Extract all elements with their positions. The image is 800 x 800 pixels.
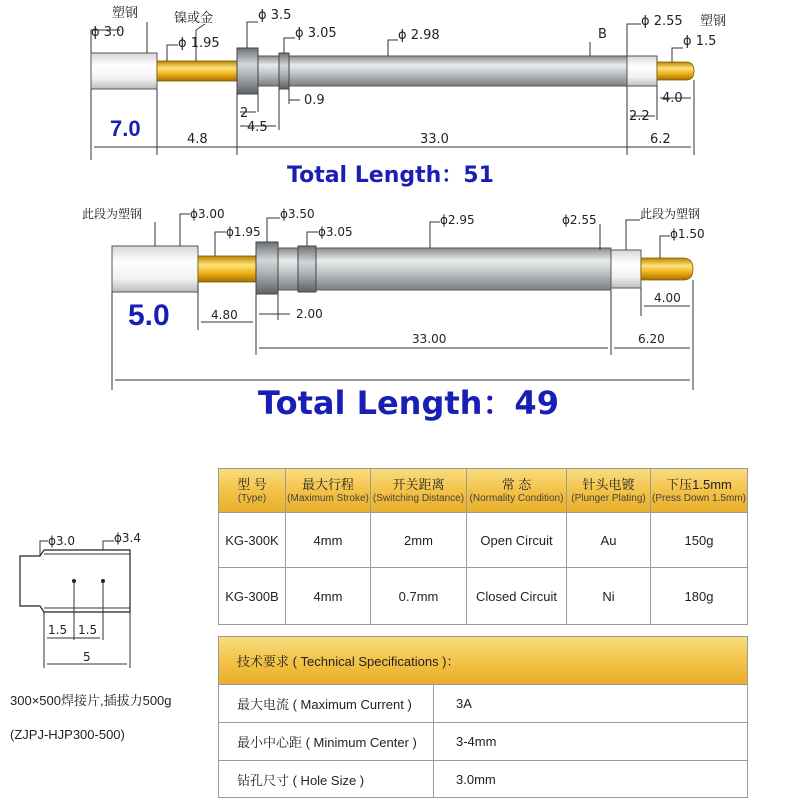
table-row bbox=[219, 761, 748, 798]
table-row bbox=[219, 513, 748, 568]
table-row bbox=[219, 723, 748, 761]
pin2-label-ring-dia: ϕ3.50 bbox=[280, 207, 315, 221]
pin1-drawing bbox=[91, 6, 726, 188]
pin1-tip-body bbox=[627, 56, 657, 86]
table2-value: 3-4mm bbox=[434, 723, 748, 761]
pin1-dim-barrel-length: 33.0 bbox=[420, 132, 449, 147]
table2-label: 最大电流 ( Maximum Current ) bbox=[219, 685, 434, 723]
pin2-total-length: Total Length：49 bbox=[258, 384, 559, 422]
pin2-label-barrel-dia: ϕ2.95 bbox=[440, 213, 475, 227]
table2-label: 最小中心距 ( Minimum Center ) bbox=[219, 723, 434, 761]
pin2-ring bbox=[256, 242, 278, 294]
table1-cell: 0.7mm bbox=[371, 568, 467, 625]
pin2-dim-plunger-length: 4.80 bbox=[211, 308, 238, 322]
pin1-dim-head-length: 6.2 bbox=[650, 132, 671, 147]
pin1-label-barrel-dia: ϕ 2.98 bbox=[398, 28, 440, 43]
socket-note-2: (ZJPJ-HJP300-500) bbox=[10, 727, 125, 742]
pin1-ring bbox=[237, 48, 258, 94]
table1-cell: KG-300K bbox=[219, 513, 286, 568]
switch-spec-table bbox=[218, 468, 748, 625]
pin1-groove-band bbox=[279, 53, 289, 89]
table2-value: 3.0mm bbox=[434, 761, 748, 798]
pin2-tip-plunger bbox=[641, 258, 693, 280]
table-row bbox=[219, 568, 748, 625]
table-row bbox=[219, 685, 748, 723]
pin1-label-barrel-mark: B bbox=[598, 27, 607, 42]
pin1-label-tail-material: 塑钢 bbox=[112, 6, 139, 21]
table1-header-press: 下压1.5mm (Press Down 1.5mm) bbox=[651, 469, 748, 513]
pin2-label-tip-plunger-dia: ϕ1.50 bbox=[670, 227, 705, 241]
pin1-dim-tip-length: 4.0 bbox=[662, 91, 683, 106]
pin1-label-plating: 镍或金 bbox=[174, 11, 214, 26]
pin2-label-tail-dia: ϕ3.00 bbox=[190, 207, 225, 221]
table1-cell: 4mm bbox=[286, 568, 371, 625]
pin1-dim-plunger-length: 4.8 bbox=[187, 132, 208, 147]
technical-spec-table bbox=[218, 636, 748, 798]
table1-cell: 150g bbox=[651, 513, 748, 568]
pin2-dim-tip-length: 4.00 bbox=[654, 291, 681, 305]
pin1-dim-ring-width: 2 bbox=[240, 106, 249, 121]
pin1-dim-tip-body: 2.2 bbox=[629, 109, 650, 124]
socket-seg1: 1.5 bbox=[48, 623, 68, 637]
pin1-label-tail-dia: ϕ 3.0 bbox=[91, 25, 125, 40]
pin2-plunger bbox=[198, 256, 256, 282]
table1-header-stroke: 最大行程 (Maximum Stroke) bbox=[286, 469, 371, 513]
table2-label: 钻孔尺寸 ( Hole Size ) bbox=[219, 761, 434, 798]
pin2-dim-tail-length: 5.0 bbox=[128, 299, 170, 332]
pin1-tip-plunger bbox=[657, 62, 694, 80]
table1-cell: 2mm bbox=[371, 513, 467, 568]
socket-drawing bbox=[20, 531, 141, 668]
pin2-tail bbox=[112, 246, 198, 292]
table1-header-normality: 常 态 (Normality Condition) bbox=[467, 469, 567, 513]
pin2-drawing bbox=[82, 206, 705, 422]
socket-seg2: 1.5 bbox=[78, 623, 98, 637]
socket-length: 5 bbox=[83, 650, 91, 664]
socket-outer-dia: ϕ3.0 bbox=[48, 534, 75, 548]
socket-inner-dia: ϕ3.4 bbox=[114, 531, 141, 545]
pin1-tail bbox=[91, 53, 157, 89]
pin1-dim-ring-position: 4.5 bbox=[247, 120, 268, 135]
table1-cell: KG-300B bbox=[219, 568, 286, 625]
table1-cell: Ni bbox=[567, 568, 651, 625]
pin1-dim-tail-length: 7.0 bbox=[110, 116, 141, 141]
pin2-label-tail-note: 此段为塑钢 bbox=[82, 207, 143, 221]
table1-cell: 4mm bbox=[286, 513, 371, 568]
pin2-dim-head-length: 6.20 bbox=[638, 332, 665, 346]
pin2-groove-band bbox=[298, 246, 316, 292]
table1-cell: Au bbox=[567, 513, 651, 568]
table1-header-switching: 开关距离 (Switching Distance) bbox=[371, 469, 467, 513]
pin2-label-tip-note: 此段为塑钢 bbox=[640, 207, 701, 221]
pin2-tip-body bbox=[611, 250, 641, 288]
pin1-total-length: Total Length：51 bbox=[287, 163, 494, 188]
pin1-label-groove-dia: ϕ 3.05 bbox=[295, 26, 337, 41]
pin1-plunger bbox=[157, 61, 237, 81]
pin1-label-tip-dia: ϕ 2.55 bbox=[641, 14, 683, 29]
table2-title-row bbox=[219, 637, 748, 685]
table1-cell: Closed Circuit bbox=[467, 568, 567, 625]
pin1-barrel bbox=[237, 56, 627, 86]
pin2-label-tip-dia: ϕ2.55 bbox=[562, 213, 597, 227]
pin2-label-groove-dia: ϕ3.05 bbox=[318, 225, 353, 239]
pin1-label-ring-dia: ϕ 3.5 bbox=[258, 8, 292, 23]
table1-header-plating: 针头电镀 (Plunger Plating) bbox=[567, 469, 651, 513]
table2-title: 技术要求 ( Technical Specifications )： bbox=[219, 637, 748, 685]
pin1-label-tip-plunger-dia: ϕ 1.5 bbox=[683, 34, 717, 49]
table1-header-row bbox=[219, 469, 748, 513]
table1-cell: 180g bbox=[651, 568, 748, 625]
pin1-label-plunger-dia: ϕ 1.95 bbox=[178, 36, 220, 51]
table1-cell: Open Circuit bbox=[467, 513, 567, 568]
table2-value: 3A bbox=[434, 685, 748, 723]
socket-note-1: 300×500焊接片,插拔力500g bbox=[10, 693, 172, 708]
table1-header-type: 型 号 (Type) bbox=[219, 469, 286, 513]
pin2-dim-ring-width: 2.00 bbox=[296, 307, 323, 321]
pin1-dim-groove-width: 0.9 bbox=[304, 93, 325, 108]
pin2-label-plunger-dia: ϕ1.95 bbox=[226, 225, 261, 239]
pin2-dim-barrel-length: 33.00 bbox=[412, 332, 447, 346]
pin1-label-tip-material: 塑钢 bbox=[700, 14, 727, 29]
